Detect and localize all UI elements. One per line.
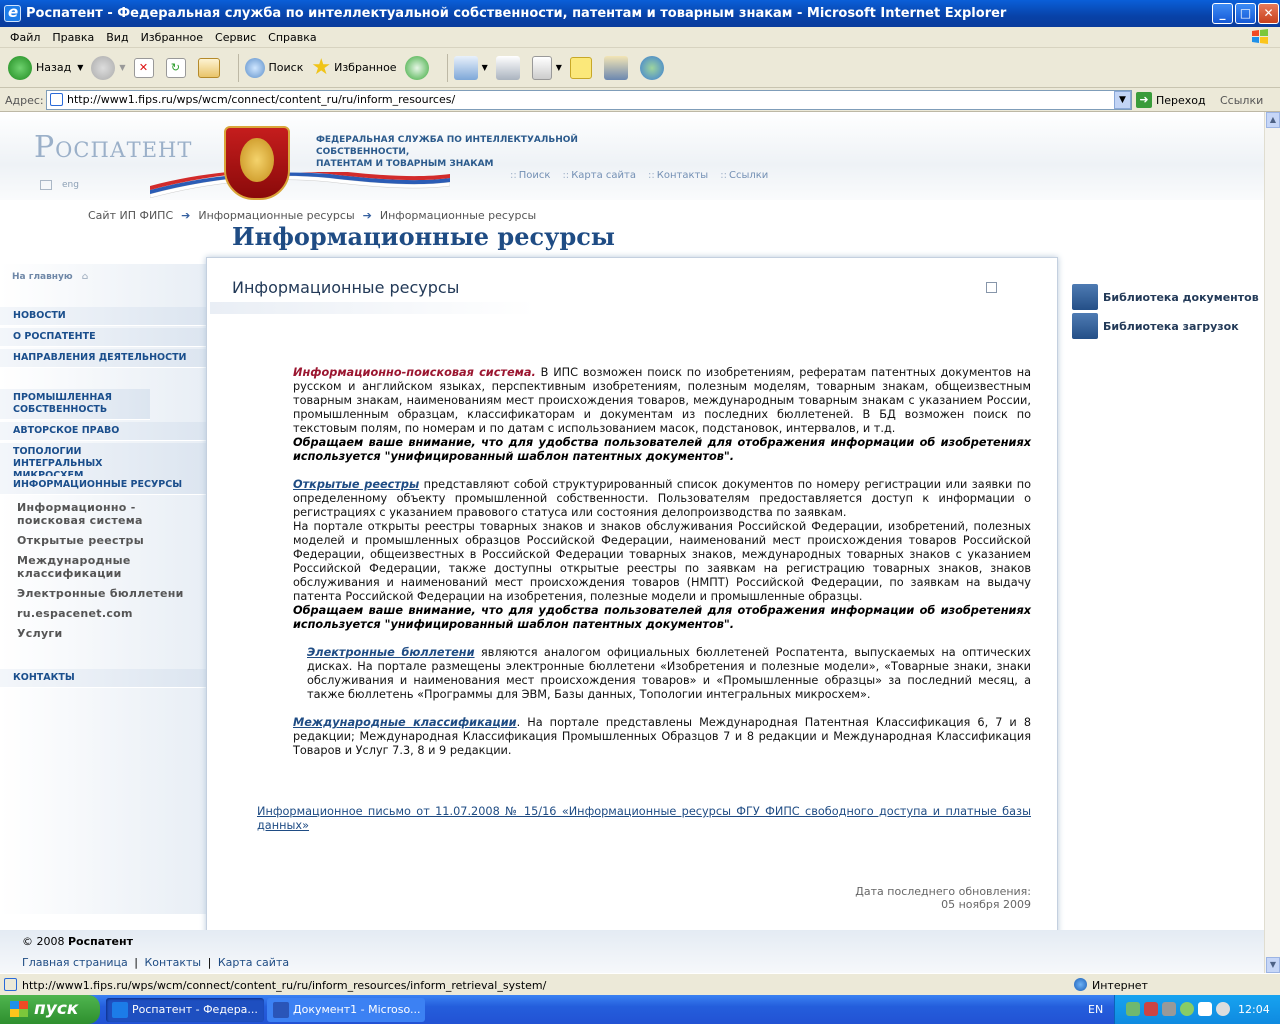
search-button[interactable]	[245, 58, 304, 78]
notes-button[interactable]	[570, 57, 596, 79]
messenger-button[interactable]	[640, 56, 668, 80]
bulletins-link[interactable]: Электронные бюллетени	[307, 646, 475, 659]
paragraph-text: В ИПС возможен поиск по изобретениям, рефератам патентных документов на русском и английском языках, перспективным изобретениям, полезным моделям, товарным знакам, общеизвестным товарным знакам, наименованиям мест происхождения товаров, международным товарным знакам с указанием России, промышленным образцам, классификаторам и документам из последних бюллетеней. В БД возможен поиск по текстовым полям, по номерам и по датам с использованием масок, подстановок, интервалов, и т.д.	[293, 366, 1032, 435]
rospatent-logo[interactable]: Роспатент	[34, 130, 193, 165]
copyright-prefix: © 2008	[22, 935, 68, 948]
topnav-contacts[interactable]: :: Контакты	[648, 170, 708, 181]
go-label: Переход	[1156, 93, 1206, 107]
address-url: http://www1.fips.ru/wps/wcm/connect/content_ru/ru/inform_resources/	[67, 93, 456, 106]
agency-line-2: ПАТЕНТАМ И ТОВАРНЫМ ЗНАКАМ	[316, 159, 494, 169]
windows-flag-icon	[10, 1001, 28, 1017]
paragraph-text: представляют собой структурированный список документов по номеру регистрации или заявки по определенному объекту промышленной собственности. Пользователям предоставляется доступ к информации о регистрациях с указанием правового статуса или состояния делопроизводства по заявкам.	[293, 478, 1031, 519]
start-button[interactable]	[0, 995, 100, 1024]
mail-dropdown-icon[interactable]: ▼	[481, 63, 488, 72]
edit-dropdown-icon[interactable]: ▼	[555, 63, 562, 72]
history-icon	[405, 56, 429, 80]
taskbar-ie-window[interactable]	[106, 998, 264, 1022]
edit-icon	[532, 56, 552, 80]
nav-topologies[interactable]: ТОПОЛОГИИ ИНТЕГРАЛЬНЫХ	[0, 443, 206, 486]
menu-favorites[interactable]: Избранное	[140, 30, 204, 44]
subnav-espacenet[interactable]: ru.espacenet.com	[17, 607, 133, 620]
nav-copyright[interactable]: АВТОРСКОЕ ПРАВО	[0, 422, 206, 441]
topnav-search[interactable]: :: Поиск	[510, 170, 550, 181]
subnav-electronic-bulletins[interactable]: Электронные бюллетени	[17, 587, 184, 600]
breadcrumb-item[interactable]: Информационные ресурсы	[198, 209, 355, 222]
research-icon	[604, 56, 628, 80]
title-underline	[210, 302, 535, 314]
task-label: Документ1 - Microso...	[293, 1003, 421, 1016]
favorites-label: Избранное	[334, 61, 397, 74]
mail-button[interactable]	[454, 56, 488, 80]
info-letter-link[interactable]: Информационное письмо от 11.07.2008 № 15/16 «Информационные ресурсы ФГУ ФИПС свободного доступа и платные базы данных»	[257, 805, 1031, 832]
tray-app-icon[interactable]	[1198, 1002, 1212, 1016]
breadcrumb	[88, 209, 544, 222]
subnav-retrieval-system[interactable]: Информационно - поисковая система	[17, 501, 143, 527]
arrow-right-icon: ➔	[362, 209, 372, 222]
windows-logo-icon	[1250, 28, 1270, 46]
print-button[interactable]	[496, 56, 524, 80]
footer-sitemap-link[interactable]: Карта сайта	[217, 956, 290, 969]
edit-button[interactable]	[532, 56, 562, 80]
search-label: Поиск	[268, 61, 304, 74]
forward-dropdown-icon[interactable]: ▼	[119, 63, 126, 72]
topnav-links[interactable]: :: Ссылки	[720, 170, 768, 181]
book-icon	[1072, 284, 1098, 310]
footer-links	[22, 956, 289, 969]
retrieval-system-link[interactable]: Информационно-поисковая система.	[293, 366, 536, 379]
breadcrumb-item[interactable]: Сайт ИП ФИПС	[88, 209, 174, 222]
nav-contacts[interactable]: КОНТАКТЫ	[0, 669, 206, 688]
home-link[interactable]	[12, 272, 88, 282]
subnav-open-registers[interactable]: Открытые реестры	[17, 534, 144, 547]
tray-network-icon[interactable]	[1126, 1002, 1140, 1016]
menu-tools[interactable]: Сервис	[215, 30, 257, 44]
tray-status-icon[interactable]	[1180, 1002, 1194, 1016]
footer-contacts-link[interactable]: Контакты	[144, 956, 202, 969]
page-icon	[50, 93, 63, 106]
menu-help[interactable]: Справка	[268, 30, 317, 44]
top-nav	[510, 170, 780, 181]
go-arrow-icon: ➜	[1136, 92, 1152, 108]
updated-label: Дата последнего обновления:	[855, 885, 1031, 898]
updated-date: 05 ноября 2009	[941, 898, 1031, 911]
search-icon	[245, 58, 265, 78]
arrow-right-icon: ➔	[181, 209, 191, 222]
open-registers-link[interactable]: Открытые реестры	[293, 478, 420, 491]
close-button[interactable]: ✕	[1258, 3, 1279, 24]
status-bar	[0, 973, 1280, 995]
page-icon	[4, 978, 17, 991]
window-title-bar[interactable]	[0, 0, 1280, 27]
eng-link[interactable]: eng	[62, 180, 79, 190]
address-bar	[0, 88, 1280, 112]
history-button[interactable]	[405, 56, 433, 80]
web-page	[0, 112, 1264, 973]
refresh-button[interactable]	[166, 58, 190, 78]
mail-icon	[454, 56, 478, 80]
address-dropdown-icon[interactable]: ▼	[1114, 91, 1131, 109]
start-label: пуск	[34, 999, 79, 1019]
downloads-library-link[interactable]	[1072, 313, 1239, 339]
downloads-library-label: Библиотека загрузок	[1103, 319, 1239, 333]
stop-icon: ✕	[134, 58, 154, 78]
paragraph	[257, 366, 1031, 436]
subnav-services[interactable]: Услуги	[17, 627, 63, 640]
topnav-sitemap[interactable]: :: Карта сайта	[562, 170, 636, 181]
paragraph	[257, 716, 1031, 758]
ie-icon	[4, 5, 21, 22]
star-icon: ★	[311, 55, 332, 80]
last-updated	[800, 885, 1031, 911]
scroll-down-icon[interactable]: ▼	[1266, 957, 1280, 973]
home-icon[interactable]	[40, 180, 52, 190]
nav-activities[interactable]: НАПРАВЛЕНИЯ ДЕЯТЕЛЬНОСТИ	[0, 349, 206, 368]
agency-line-1: ФЕДЕРАЛЬНАЯ СЛУЖБА ПО ИНТЕЛЛЕКТУАЛЬНОЙ СОБСТВЕННОСТИ,	[316, 135, 578, 157]
home-link-label: На главную	[12, 272, 73, 282]
house-icon: ⌂	[81, 272, 89, 282]
scroll-up-icon[interactable]: ▲	[1266, 112, 1280, 128]
menu-bar	[0, 27, 1280, 48]
nav-info-resources[interactable]: ИНФОРМАЦИОННЫЕ РЕСУРСЫ	[0, 476, 206, 495]
research-button[interactable]	[604, 56, 632, 80]
notice: Обращаем ваше внимание, что для удобства пользователей для отображения информации об изобретениях используется "унифицированный шаблон патентных документов".	[293, 436, 1031, 463]
menu-file[interactable]: Файл	[10, 30, 41, 44]
paragraph	[257, 478, 1031, 520]
paragraph	[257, 646, 1031, 702]
nav-industrial-property[interactable]: ПРОМЫШЛЕННАЯ СОБСТВЕННОСТЬ	[0, 389, 150, 420]
menu-edit[interactable]: Правка	[52, 30, 95, 44]
footer-home-link[interactable]: Главная страница	[22, 956, 128, 969]
print-icon[interactable]	[986, 282, 997, 293]
home-icon	[198, 58, 220, 78]
home-eng-links	[40, 180, 79, 190]
separator: |	[207, 956, 212, 969]
forward-button[interactable]	[91, 56, 125, 80]
toolbar	[0, 48, 1280, 88]
address-label: Адрес:	[5, 94, 44, 107]
paragraph-text: . На портале представлены Международная Патентная Классификация 6, 7 и 8 редакции; Международная Классификация Промышленных Образцов 7 и 8 редакции и Международная Классификация Товаров и Услуг 7.3, 8 и 9 редакции.	[293, 716, 1032, 757]
tray-antivirus-icon[interactable]	[1144, 1002, 1158, 1016]
vertical-scrollbar[interactable]	[1264, 112, 1280, 973]
security-zone: Интернет	[1092, 979, 1148, 992]
toolbar-separator	[238, 54, 239, 82]
documents-library-label: Библиотека документов	[1103, 290, 1259, 304]
favorites-button[interactable]	[311, 55, 396, 80]
nav-about[interactable]: О РОСПАТЕНТЕ	[0, 328, 206, 347]
back-button[interactable]	[8, 56, 83, 80]
floppy-disk-icon	[1072, 313, 1098, 339]
minimize-button[interactable]: _	[1212, 3, 1233, 24]
content-text	[257, 366, 1031, 758]
flag-ribbon-icon	[150, 172, 450, 198]
page-title: Информационные ресурсы	[232, 222, 615, 251]
status-url: http://www1.fips.ru/wps/wcm/connect/content_ru/ru/inform_resources/inform_retrieval_system/	[22, 979, 547, 992]
printer-icon	[496, 56, 520, 80]
separator: |	[134, 956, 138, 969]
subnav-intl-classifications[interactable]: Международные классификации	[17, 554, 131, 580]
forward-arrow-icon	[91, 56, 115, 80]
content-title: Информационные ресурсы	[232, 278, 460, 297]
copyright	[22, 935, 133, 948]
go-button[interactable]	[1136, 92, 1206, 108]
nav-news[interactable]: НОВОСТИ	[0, 307, 206, 326]
notice: Обращаем ваше внимание, что для удобства пользователей для отображения информации об изобретениях используется "унифицированный шаблон патентных документов".	[293, 604, 1031, 631]
agency-name	[316, 134, 656, 170]
stop-button[interactable]	[134, 58, 158, 78]
back-arrow-icon	[8, 56, 32, 80]
home-button[interactable]	[198, 58, 224, 78]
refresh-icon: ↻	[166, 58, 186, 78]
tray-speaker-icon[interactable]	[1216, 1002, 1230, 1016]
paragraph: На портале открыты реестры товарных знаков и знаков обслуживания Российской Федерации, изобретений, полезных моделей и промышленных образцов Российской Федерации, наименований мест происхождения товаров Российской Федерации, общеизвестных в Российской Федерации товарных знаков, международных товарных знаков с указанием Российской Федерации, также доступны открытые реестры по заявкам на регистрацию товарных знаков, знаков обслуживания и наименований мест происхождения товаров (НМПТ) Российской Федерации, по заявкам на выдачу патента Российской Федерации на изобретения, полезные модели и промышленные образцы.	[293, 520, 1031, 603]
address-input[interactable]	[46, 90, 1132, 110]
coat-of-arms-icon	[224, 126, 290, 200]
maximize-button[interactable]: □	[1235, 3, 1256, 24]
language-indicator[interactable]: EN	[1088, 1003, 1104, 1016]
menu-view[interactable]: Вид	[106, 30, 129, 44]
globe-icon	[1074, 978, 1087, 991]
links-button[interactable]: Ссылки	[1220, 94, 1264, 107]
word-icon	[273, 1002, 289, 1018]
taskbar-word-window[interactable]	[267, 998, 425, 1022]
toolbar-separator	[447, 54, 448, 82]
clock[interactable]: 12:04	[1238, 1003, 1270, 1016]
copyright-brand: Роспатент	[68, 935, 133, 948]
tray-volume-icon[interactable]	[1162, 1002, 1176, 1016]
back-label: Назад	[36, 61, 72, 74]
ie-icon	[112, 1002, 128, 1018]
breadcrumb-item[interactable]: Информационные ресурсы	[379, 209, 537, 222]
back-dropdown-icon[interactable]: ▼	[77, 63, 84, 72]
window-title: Роспатент - Федеральная служба по интеллектуальной собственности, патентам и товарным знакам - Microsoft Internet Explorer	[26, 6, 1007, 21]
messenger-icon	[640, 56, 664, 80]
task-label: Роспатент - Федера...	[132, 1003, 258, 1016]
documents-library-link[interactable]	[1072, 284, 1259, 310]
note-icon	[570, 57, 592, 79]
classifications-link[interactable]: Международные классификации	[293, 716, 517, 729]
paragraph-text: являются аналогом официальных бюллетеней Роспатента, выпускаемых на оптических дисках. На портале размещены электронные бюллетени «Изобретения и полезные модели», «Товарные знаки, знаки обслуживания и наименования мест происхождения товаров» и «Промышленные образцы» за последний месяц, а также бюллетень «Программы для ЭВМ, Базы данных, Топологии интегральных микросхем».	[307, 646, 1031, 701]
